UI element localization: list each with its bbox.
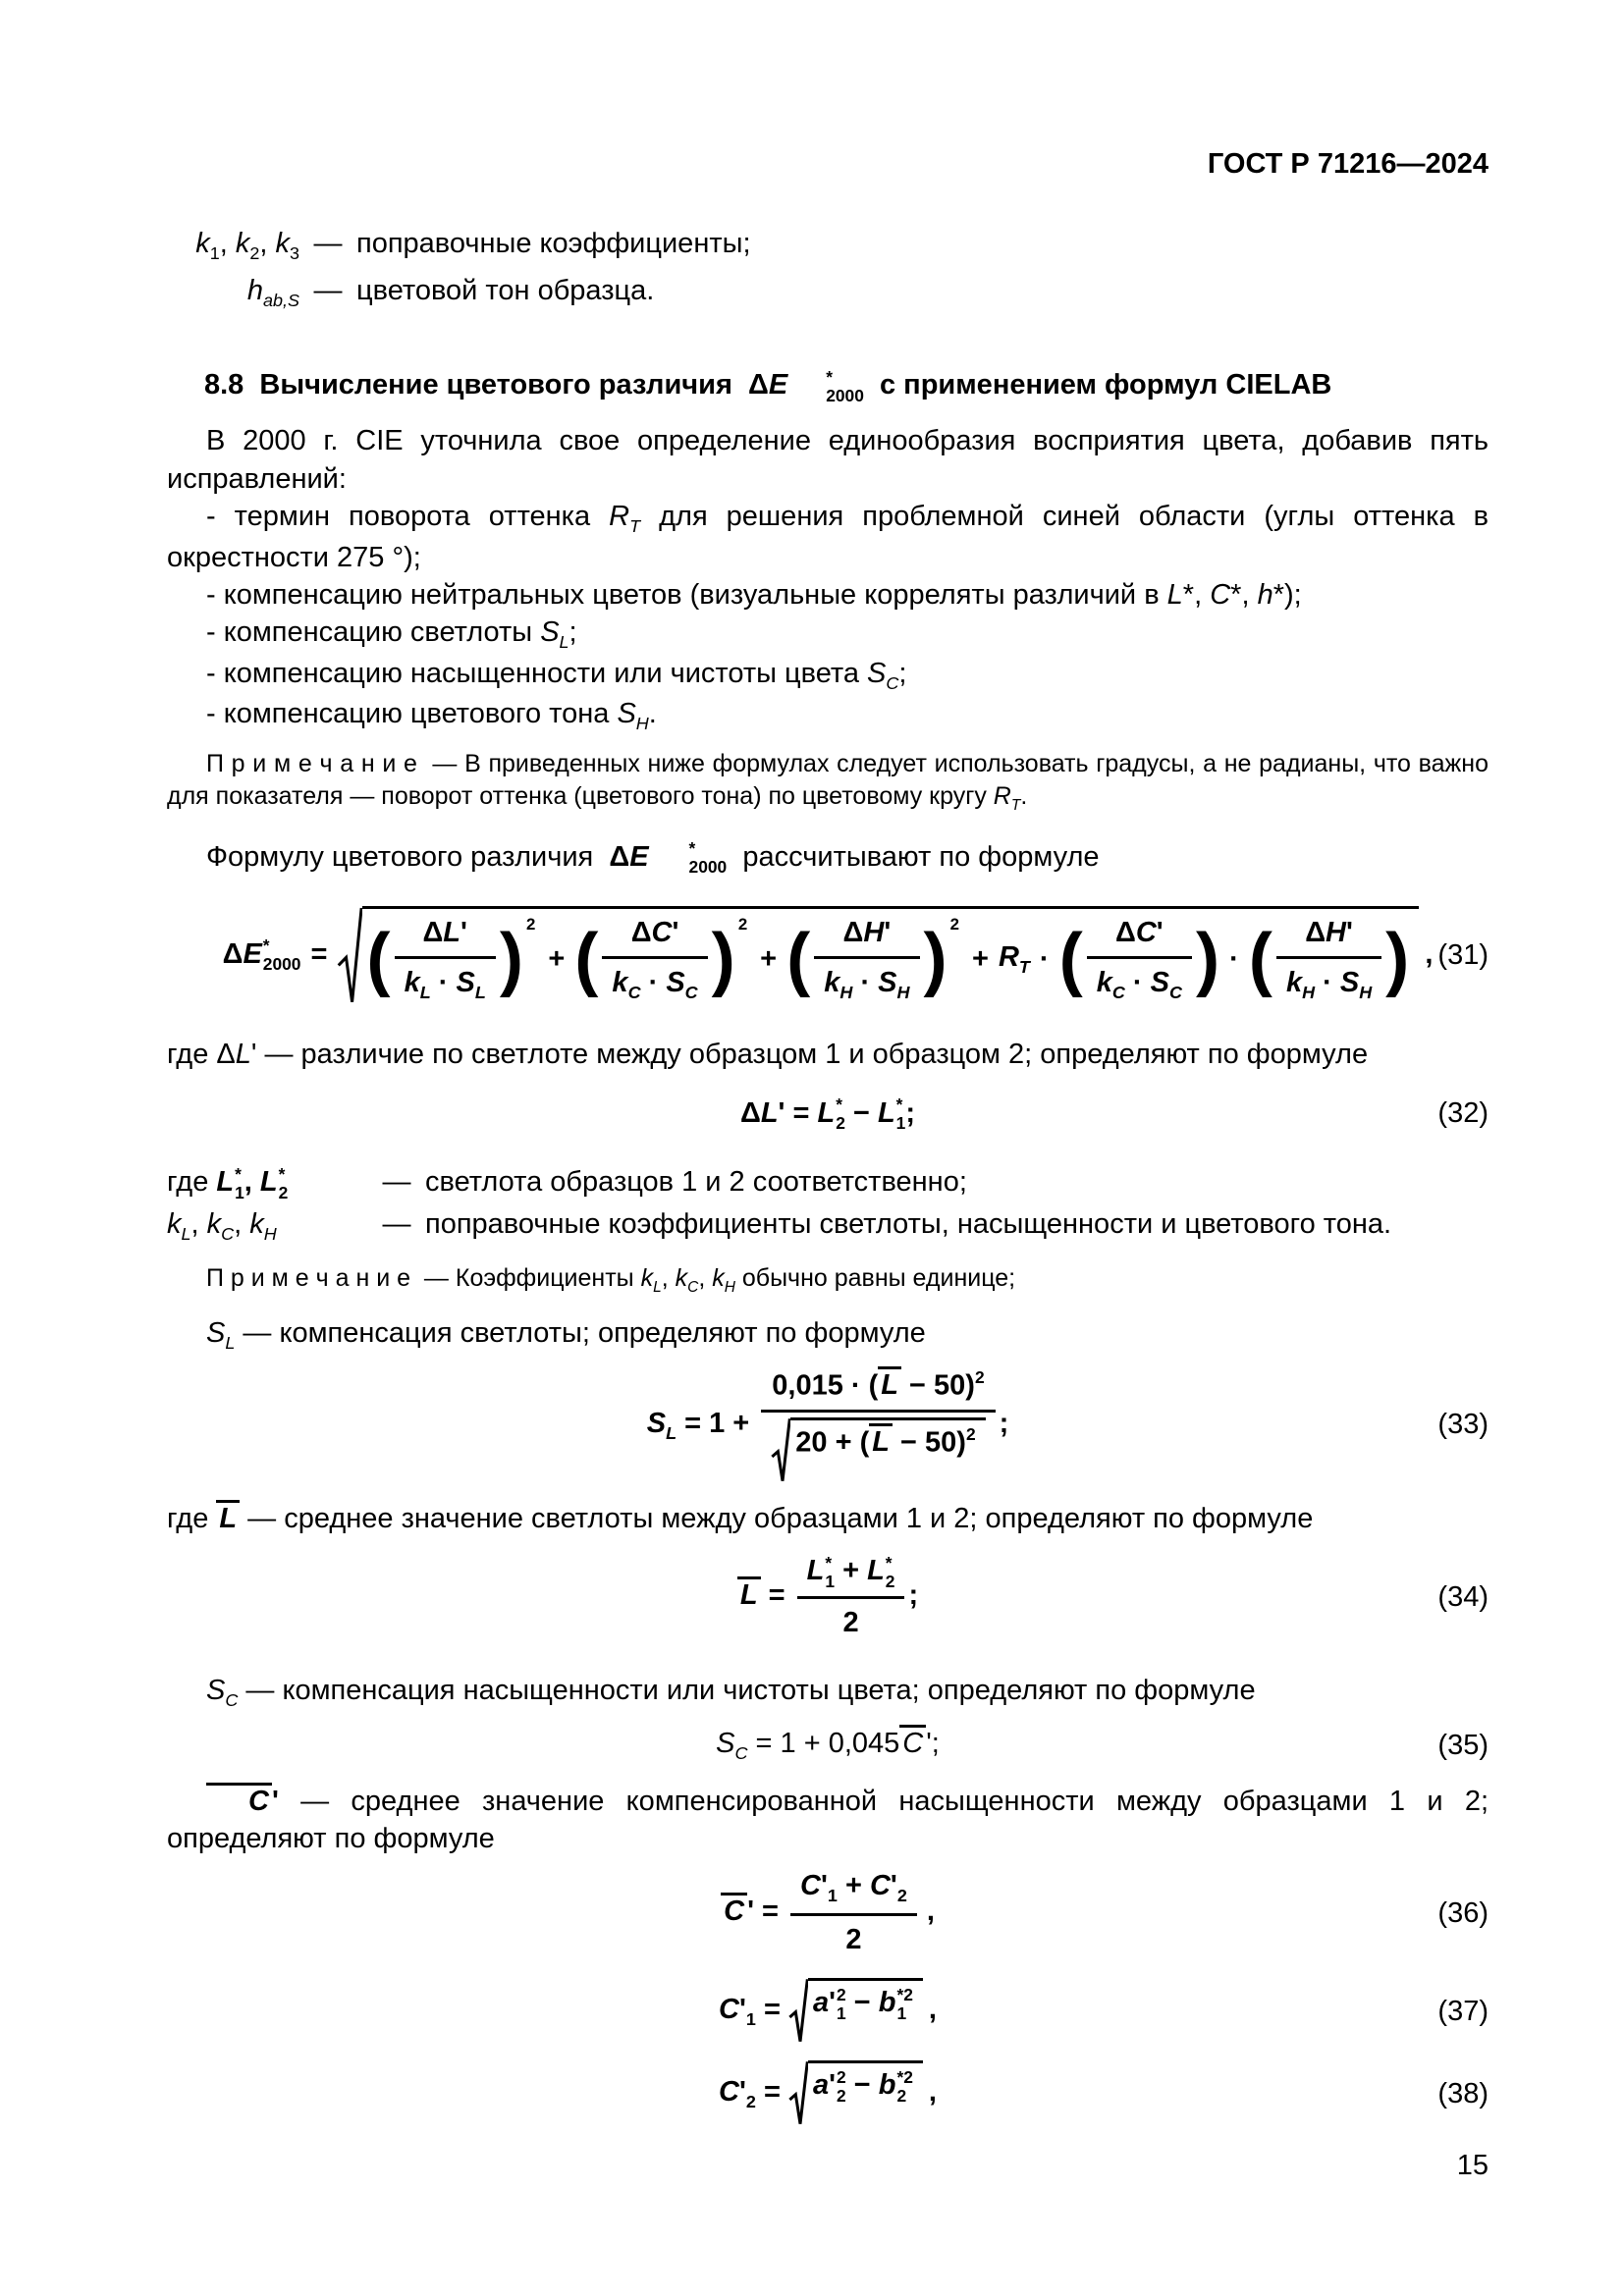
where-term: $k_L$, $k_C$, $k_H$ xyxy=(167,1208,277,1245)
list-item: - компенсацию цветового тона $S_H$. xyxy=(206,698,657,733)
formula-34-number: (34) xyxy=(1437,1580,1489,1613)
where-term: где L * 1 , L * 2 xyxy=(167,1163,289,1202)
formula-36-expression: C ' = $\frac{C'_1 + C'_2}{2}$ , xyxy=(721,1867,935,1958)
formula-36-number: (36) xyxy=(1437,1896,1489,1929)
formula-37 xyxy=(167,1978,1489,2045)
formula-35-expression: $S_C = 1 + 0,045$ C '; xyxy=(716,1725,940,1766)
formula-38 xyxy=(167,2060,1489,2127)
where-definitions xyxy=(167,1161,1489,1249)
where-row xyxy=(167,1161,1489,1203)
section-heading: 8.8 Вычисление цветового различия ΔE * 2000 с применением формул CIELAB xyxy=(204,366,1332,405)
formula-31 xyxy=(167,890,1489,1020)
list-item: - компенсацию насыщенности или чистоты цвета $S_C$; xyxy=(206,657,907,693)
formula-33-number: (33) xyxy=(1437,1409,1489,1441)
formula-35-number: (35) xyxy=(1437,1729,1489,1761)
formula-38-number: (38) xyxy=(1437,2077,1489,2109)
formula-32-expression: ΔL' = L * 2 − L * 1 ; xyxy=(739,1095,916,1134)
formula-32-number: (32) xyxy=(1437,1097,1489,1130)
definition-term: $k_1$, $k_2$, $k_3$ xyxy=(195,228,299,264)
where-desc: светлота образцов 1 и 2 соответственно; xyxy=(425,1166,967,1199)
page-number: 15 xyxy=(1456,2149,1489,2181)
definition-row xyxy=(167,222,1489,269)
definitions-list xyxy=(167,222,1489,315)
where-paragraph-lbar: где L — среднее значение светлоты между образцами 1 и 2; определяют по формуле xyxy=(167,1500,1489,1537)
sl-definition-paragraph: $S_L$ — компенсация светлоты; определяют по формуле xyxy=(206,1316,926,1353)
formula-31-expression: ΔE * 2000 = ( $\frac{\Delta L'}{k_L \cdot S_L}$ ) 2 + ( $\frac{\Delta C'}{k_C \cdot S_C}$ ) 2 + ( $\frac{\Delta H'}{k_H \cdot S_H}$ ) 2 + $R_T$ · ( $\frac{\Delta C'}{k_C \cdot S_C}$ ) · ( $\frac{\Delta H'}{k_H \cdot S_H}$ ) , xyxy=(223,906,1434,1005)
formula-37-number: (37) xyxy=(1437,1995,1489,2027)
where-desc: поправочные коэффициенты светлоты, насыщенности и цветового тона. xyxy=(425,1208,1392,1241)
where-dash: — xyxy=(382,1166,411,1199)
formula-32 xyxy=(167,1083,1489,1144)
formula-38-expression: $C'_2$ = a' 2 2 − b *2 2 , xyxy=(719,2060,937,2126)
formula-33-expression: $S_L = 1$ + $\frac{0,015 \cdot ( L - 50)^2}{20 + ( L - 50)^2}$ ; xyxy=(647,1366,1009,1482)
formula-31-number: (31) xyxy=(1437,938,1489,971)
formula-37-expression: $C'_1$ = a' 2 1 − b *2 1 , xyxy=(719,1978,937,2044)
doc-number: ГОСТ Р 71216—2024 xyxy=(1207,148,1489,180)
cbar-definition-paragraph: C ' — среднее значение компенсированной насыщенности между образцами 1 и 2; определяют по формуле xyxy=(167,1783,1489,1858)
formula-lead: Формулу цветового различия ΔE * 2000 рассчитывают по формуле xyxy=(206,838,1100,878)
formula-34-expression: L = L * 1 + L * 2 2 ; xyxy=(737,1552,918,1640)
intro-paragraph: В 2000 г. CIE уточнила свое определение единообразия восприятия цвета, добавив пять исправлений: xyxy=(167,425,1489,495)
formula-35 xyxy=(167,1720,1489,1771)
definition-dash: — xyxy=(313,274,343,306)
note-paragraph: П р и м е ч а н и е — Коэффициенты $k_L$, $k_C$, $k_H$ обычно равны единице; xyxy=(206,1264,1016,1296)
definition-desc: цветовой тон образца. xyxy=(356,274,655,306)
definition-term: $h_{ab,S}$ xyxy=(246,274,299,310)
definition-dash: — xyxy=(313,228,343,260)
where-row xyxy=(167,1203,1489,1249)
where-dash: — xyxy=(382,1208,411,1241)
where-paragraph-dl: где ΔL' — различие по светлоте между образцом 1 и образцом 2; определяют по формуле xyxy=(167,1039,1369,1071)
list-item: - термин поворота оттенка $R_T$ для решения проблемной синей области (углы оттенка в окрестности 275 °); xyxy=(167,501,1489,573)
sc-definition-paragraph: $S_C$ — компенсация насыщенности или чистоты цвета; определяют по формуле xyxy=(206,1674,1256,1710)
list-item: - компенсацию нейтральных цветов (визуальные корреляты различий в L*, C*, h*); xyxy=(206,578,1302,611)
definition-desc: поправочные коэффициенты; xyxy=(356,228,751,260)
formula-33 xyxy=(167,1364,1489,1484)
definition-row xyxy=(167,269,1489,316)
list-item: - компенсацию светлоты $S_L$; xyxy=(206,616,577,652)
note-paragraph: П р и м е ч а н и е — В приведенных ниже формулах следует использовать градусы, а не радианы, что важно для показателя — поворот оттенка (цветового тона) по цветовому кругу $R_T$. xyxy=(167,749,1489,815)
formula-36 xyxy=(167,1866,1489,1960)
formula-34 xyxy=(167,1548,1489,1646)
